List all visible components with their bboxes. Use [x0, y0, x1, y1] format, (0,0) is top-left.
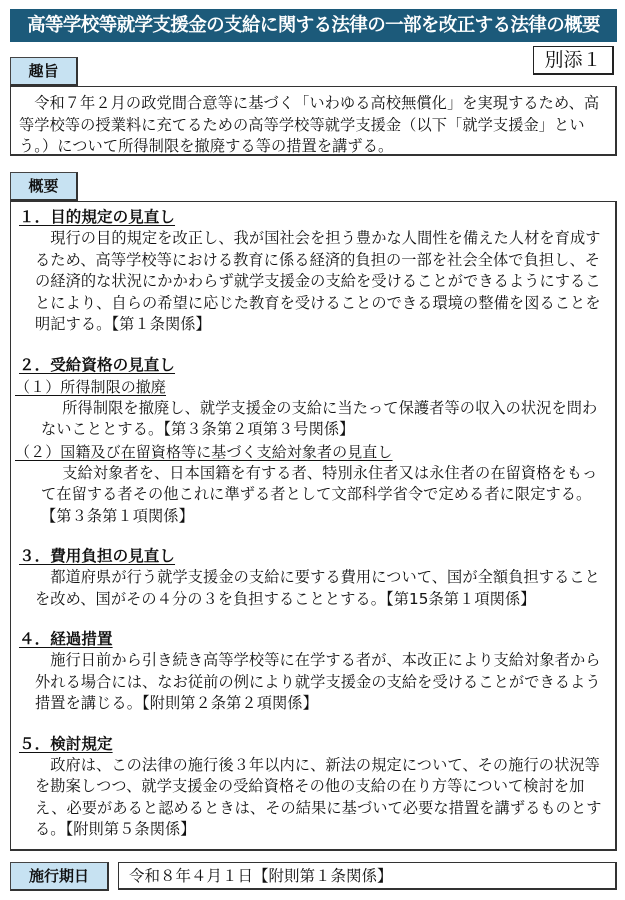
subsection-heading: （１）所得制限の撤廃	[15, 377, 167, 396]
purpose-text: 令和７年２月の政党間合意等に基づく「いわゆる高校無償化」を実現するため、高等学校等の授業料に充てるための高等学校等就学支援金（以下「就学支援金」という。）について所得制限を撤廃する等の措置を講ずる。	[19, 94, 600, 155]
section-eligibility	[15, 354, 607, 528]
subsection-text: 所得制限を撤廃し、就学支援金の支給に当たって保護者等の収入の状況を問わないこととする。【第３条第２項第３号関係】	[41, 398, 598, 438]
effective-date-tag: 施行期日	[10, 862, 109, 891]
summary-tag: 概要	[10, 172, 78, 201]
section-heading: ２．受給資格の見直し	[19, 355, 176, 374]
section-text: 現行の目的規定を改正し、我が国社会を担う豊かな人間性を備えた人材を育成するため、高等学校等における教育に係る経済的負担の一部を社会全体で負担し、その経済的な状況にかかわらず就学支援金の支給を受けることができるようにすることにより、自らの希望に応じた教育を受けることのできる環境の整備を図ることを明記する。【第１条関係】	[35, 229, 601, 333]
section-cost-burden	[19, 545, 607, 610]
attachment-label: 別添１	[533, 46, 614, 75]
section-heading: １．目的規定の見直し	[19, 208, 176, 226]
effective-date-box: 令和８年４月１日【附則第１条関係】	[118, 862, 617, 890]
section-transitional-measures	[19, 628, 607, 715]
subsection-text: 支給対象者を、日本国籍を有する者、特別永住者又は永住者の在留資格をもって在留する者その他これに準ずる者として文部科学省令で定める者に限定する。【第３条第１項関係】	[41, 463, 598, 525]
section-heading: ４．経過措置	[19, 630, 113, 648]
document-title: 高等学校等就学支援金の支給に関する法律の一部を改正する法律の概要	[10, 9, 617, 42]
summary-box	[10, 201, 617, 851]
subsection-heading: （２）国籍及び在留資格等に基づく支給対象者の見直し	[15, 442, 393, 461]
section-text: 施行日前から引き続き高等学校等に在学する者が、本改正により支給対象者から外れる場合には、なお従前の例により就学支援金の支給を受けることができるよう措置を講じる。【附則第２条第２項関係】	[35, 651, 601, 712]
section-purpose-clause	[19, 206, 607, 336]
purpose-tag: 趣旨	[10, 57, 78, 86]
section-review-provision	[19, 733, 607, 841]
section-heading: ３．費用負担の見直し	[19, 547, 176, 565]
section-text: 都道府県が行う就学支援金の支給に要する費用について、国が全額負担することを改め、国がその４分の３を負担することとする。【第15条第１項関係】	[35, 568, 600, 608]
purpose-box	[10, 86, 617, 156]
section-text: 政府は、この法律の施行後３年以内に、新法の規定について、その施行の状況等を勘案しつつ、就学支援金の受給資格その他の支給の在り方等について検討を加え、必要があると認めるときは、その結果に基づいて必要な措置を講ずるものとする。【附則第５条関係】	[35, 755, 602, 838]
section-heading: ５．検討規定	[19, 734, 113, 753]
